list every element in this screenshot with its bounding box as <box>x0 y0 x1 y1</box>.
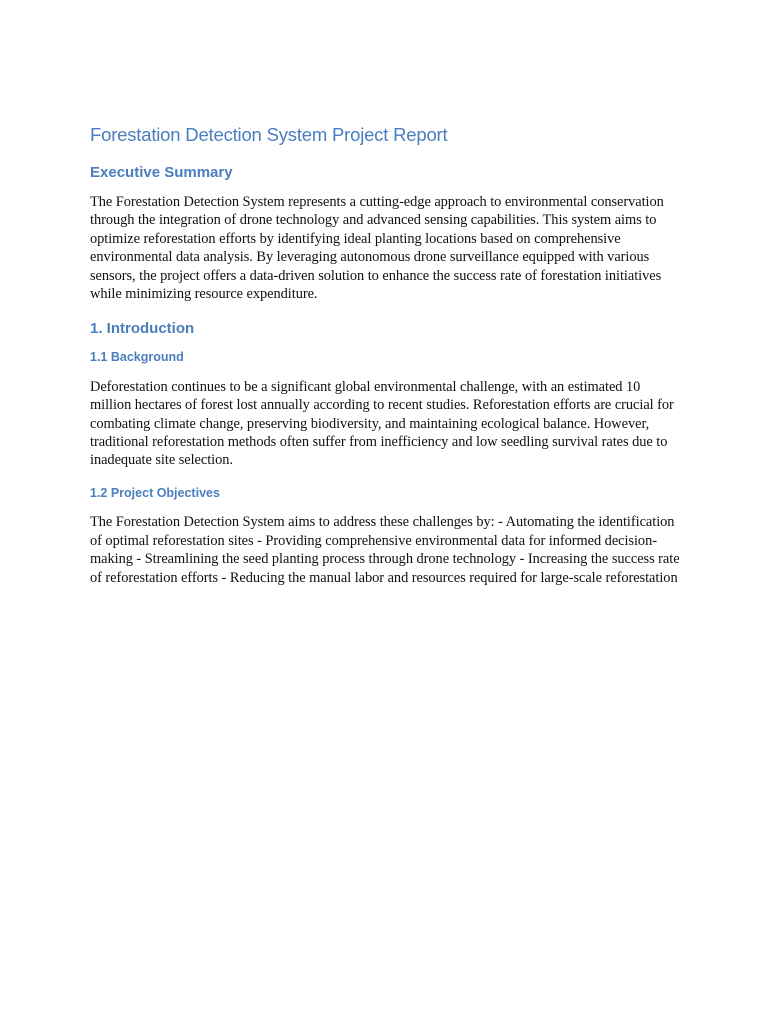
document-title: Forestation Detection System Project Report <box>90 124 448 145</box>
background-heading: 1.1 Background <box>90 350 184 365</box>
background-paragraph: Deforestation continues to be a significant global environmental challenge, with an estimated 10 million hectares of forest lost annually according to recent studies. Reforestation efforts are crucial for combating climate change, preserving biodiversity, and maintaining ecological balance. However, traditional reforestation methods often suffer from inefficiency and low seedling survival rates due to inadequate site selection. <box>90 378 674 469</box>
executive-summary-heading: Executive Summary <box>90 163 233 181</box>
project-objectives-paragraph: The Forestation Detection System aims to address these challenges by: - Automating the identification of optimal reforestation sites - Providing comprehensive environmental data for informed decision-making - Streamlining the seed planting process through drone technology - Increasing the success rate of reforestation efforts - Reducing the manual labor and resources required for large-scale reforestation <box>90 514 680 586</box>
project-objectives-heading: 1.2 Project Objectives <box>90 485 220 500</box>
document-page <box>90 122 682 602</box>
introduction-heading: 1. Introduction <box>90 320 195 338</box>
executive-summary-paragraph: The Forestation Detection System represents a cutting-edge approach to environmental conservation through the integration of drone technology and advanced sensing capabilities. This system aims to optimize reforestation efforts by identifying ideal planting locations based on comprehensive environmental data analysis. By leveraging autonomous drone surveillance equipped with various sensors, the project offers a data-driven solution to enhance the success rate of forestation initiatives while minimizing resource expenditure. <box>90 193 664 302</box>
